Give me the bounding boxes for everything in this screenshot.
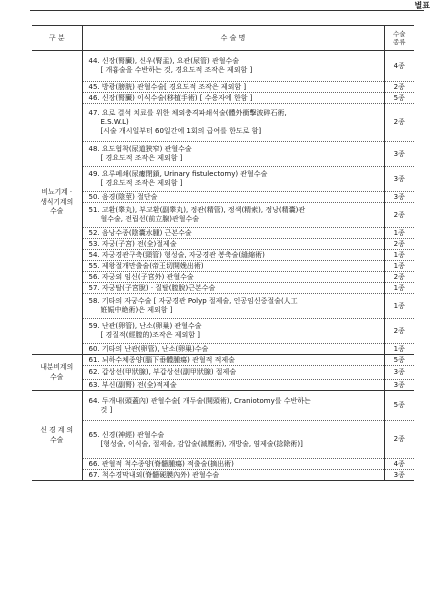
table-row [32, 344, 414, 355]
table-row [32, 192, 414, 203]
grade-cell: 3종 [384, 167, 414, 192]
surgery-name-line: 57. 자궁탈(子宮脫) · 질탈(膣脫)근본수술 [88, 283, 216, 292]
surgery-name-cell [82, 51, 384, 82]
surgery-name-line: E.S.W.L) [100, 118, 129, 127]
grade-cell: 3종 [384, 192, 414, 203]
grade-cell: 2종 [384, 104, 414, 142]
surgery-name-line: 56. 자궁외 임신(子宮外) 관혈수술 [88, 272, 194, 281]
grade-cell: 2종 [384, 203, 414, 228]
surgery-name-line: 59. 난관(卵管), 난소(卵巢) 관혈수술 [88, 322, 202, 331]
header-name: 수 술 명 [82, 26, 384, 51]
surgery-name-line: 65. 신경(神經) 관혈수술 [88, 430, 165, 439]
surgery-name-cell [82, 421, 384, 459]
surgery-name-line: 48. 요도협착(尿道狹窄) 관혈수술 [88, 145, 192, 154]
surgery-name-line: 혈수술, 전립선(前立腺)관혈수술 [100, 215, 200, 223]
table-row [32, 82, 414, 93]
header-grade: 수술 종류 [384, 26, 414, 51]
surgery-name-line: [ 경요도적 조작은 제외함 ] [100, 179, 183, 187]
surgery-name-cell [82, 355, 384, 366]
grade-cell: 3종 [384, 366, 414, 380]
table-row [32, 167, 414, 192]
grade-cell: 1종 [384, 261, 414, 272]
surgery-name-cell [82, 192, 384, 203]
surgery-name-cell [82, 391, 384, 421]
surgery-name-line: 60. 기타의 난관(卵管), 난소(卵巢)수술 [88, 344, 209, 353]
grade-cell: 2종 [384, 239, 414, 250]
table-row [32, 93, 414, 104]
grade-cell: 1종 [384, 283, 414, 294]
surgery-name-line: 51. 고환(睾丸), 부고환(副睾丸), 정관(精管), 정색(精索), 정낭(精囊)관 [88, 206, 306, 215]
category-cell: 내분비계의 수술 [32, 355, 82, 391]
top-rule [30, 10, 424, 11]
surgery-name-cell [82, 167, 384, 192]
table-row [32, 319, 414, 344]
surgery-name-line: 것 ] [100, 405, 113, 414]
table-row [32, 470, 414, 481]
surgery-name-line: [시술 개시일부터 60일간에 1회의 급여를 한도로 함] [100, 126, 262, 135]
surgery-name-cell [82, 203, 384, 228]
surgery-name-cell [82, 239, 384, 250]
grade-cell: 2종 [384, 421, 414, 459]
header-category: 구 분 [32, 26, 82, 51]
surgery-name-line: 47. 요로 결석 치료를 위한 체외충격파쇄석술(體外衝擊波碎石術, [88, 109, 287, 118]
grade-cell: 2종 [384, 319, 414, 344]
table-row [32, 366, 414, 380]
surgery-name-line: 姙娠中絶術)은 제외함 ] [100, 306, 173, 314]
table-row [32, 51, 414, 82]
surgery-name-cell [82, 459, 384, 470]
grade-cell: 3종 [384, 380, 414, 391]
surgery-name-cell [82, 142, 384, 167]
table-row [32, 142, 414, 167]
surgery-name-cell [82, 228, 384, 239]
surgery-name-cell [82, 294, 384, 319]
surgery-name-line: 62. 갑상선(甲狀腺), 부갑상선(副甲狀腺) 절제술 [88, 368, 237, 377]
grade-cell: 1종 [384, 344, 414, 355]
surgery-name-line: 46. 신장(腎臟) 이식수술(移植手術) [ 수용자에 한함 ] [88, 93, 253, 102]
surgery-name-line: 63. 부신(副腎) 전(全)적제술 [88, 380, 177, 389]
table-row [32, 228, 414, 239]
surgery-name-cell [82, 344, 384, 355]
surgery-name-cell [82, 82, 384, 93]
surgery-name-line: 52. 음낭수종(陰囊水腫) 근본수술 [88, 228, 192, 237]
surgery-name-line: [ 경질적(經膣的)조작은 제외함 ] [100, 331, 200, 339]
table-row [32, 380, 414, 391]
surgery-name-line: 66. 관혈적 척수종양(脊髓腫瘍) 적출술(摘出術) [88, 459, 234, 468]
grade-cell: 5종 [384, 355, 414, 366]
surgery-name-line: 54. 자궁경관구축(頸管) 형성술, 자궁경관 봉축술(縫縮術) [88, 250, 265, 259]
table-row [32, 239, 414, 250]
table-row [32, 104, 414, 142]
surgery-name-line: 64. 두개내(頭蓋內) 관혈수술[ 개두술(開頭術), Craniotomy를 수반하는 [88, 396, 311, 405]
category-cell: 신 경 계 의 수술 [32, 391, 82, 481]
category-cell: 비뇨기계 · 생식기계의 수술 [32, 51, 82, 355]
surgery-name-cell [82, 470, 384, 481]
grade-cell: 1종 [384, 294, 414, 319]
table-row [32, 294, 414, 319]
surgery-name-line: 61. 뇌하수체종양(腦下垂體腫瘍) 관혈적 적제술 [88, 355, 235, 364]
grade-cell: 5종 [384, 93, 414, 104]
table-row [32, 283, 414, 294]
grade-cell: 2종 [384, 82, 414, 93]
table-row [32, 272, 414, 283]
surgery-name-line: 58. 기타의 자궁수술 [ 자궁경관 Polyp 절제술, 인공임신중절술(人工 [88, 297, 298, 306]
surgery-name-line: 44. 신장(腎臟), 신우(腎盂), 요관(尿管) 관혈수술 [88, 57, 239, 66]
grade-cell: 1종 [384, 250, 414, 261]
table-row [32, 459, 414, 470]
grade-cell: 5종 [384, 391, 414, 421]
surgery-name-line: [형성술, 이식술, 절제술, 감압술(減壓術), 개방술, 염제술(捻除術)] [100, 439, 303, 448]
table-header-row [32, 26, 414, 51]
grade-cell: 2종 [384, 272, 414, 283]
surgery-name-cell [82, 272, 384, 283]
grade-cell: 4종 [384, 459, 414, 470]
surgery-name-line: 49. 요루폐쇄(尿瘻閉鎖, Urinary fistulectomy) 관혈수술 [88, 170, 268, 179]
table-row [32, 355, 414, 366]
surgery-name-cell [82, 104, 384, 142]
surgery-name-line: 55. 제왕절개만출술(帝王切開娩出術) [88, 261, 204, 270]
surgery-name-cell [82, 283, 384, 294]
surgery-name-line: 45. 방광(膀胱) 관혈수술[ 경요도적 조작은 제외함 ] [88, 82, 247, 91]
surgery-name-cell [82, 250, 384, 261]
table-row [32, 421, 414, 459]
grade-cell: 3종 [384, 470, 414, 481]
surgery-name-line: [ 개흉술을 수반하는 것, 경요도적 조작은 제외함 ] [100, 66, 253, 74]
table-row [32, 261, 414, 272]
surgery-name-cell [82, 93, 384, 104]
surgery-name-cell [82, 261, 384, 272]
surgery-name-cell [82, 319, 384, 344]
surgery-table [32, 25, 414, 481]
surgery-name-cell [82, 366, 384, 380]
grade-cell: 3종 [384, 142, 414, 167]
surgery-name-line: 53. 자궁(子宮) 전(全)절제술 [88, 239, 177, 248]
page-mark: 별표 [414, 1, 430, 10]
surgery-name-cell [82, 380, 384, 391]
table-row [32, 250, 414, 261]
grade-cell: 1종 [384, 228, 414, 239]
table-row [32, 203, 414, 228]
surgery-name-line: [ 경요도적 조작은 제외함 ] [100, 154, 183, 162]
grade-cell: 4종 [384, 51, 414, 82]
surgery-name-line: 67. 척수경막내외(脊髓硬膜內外) 관혈수술 [88, 470, 220, 479]
surgery-name-line: 50. 음경(陰莖) 절단술 [88, 192, 158, 201]
table-row [32, 391, 414, 421]
